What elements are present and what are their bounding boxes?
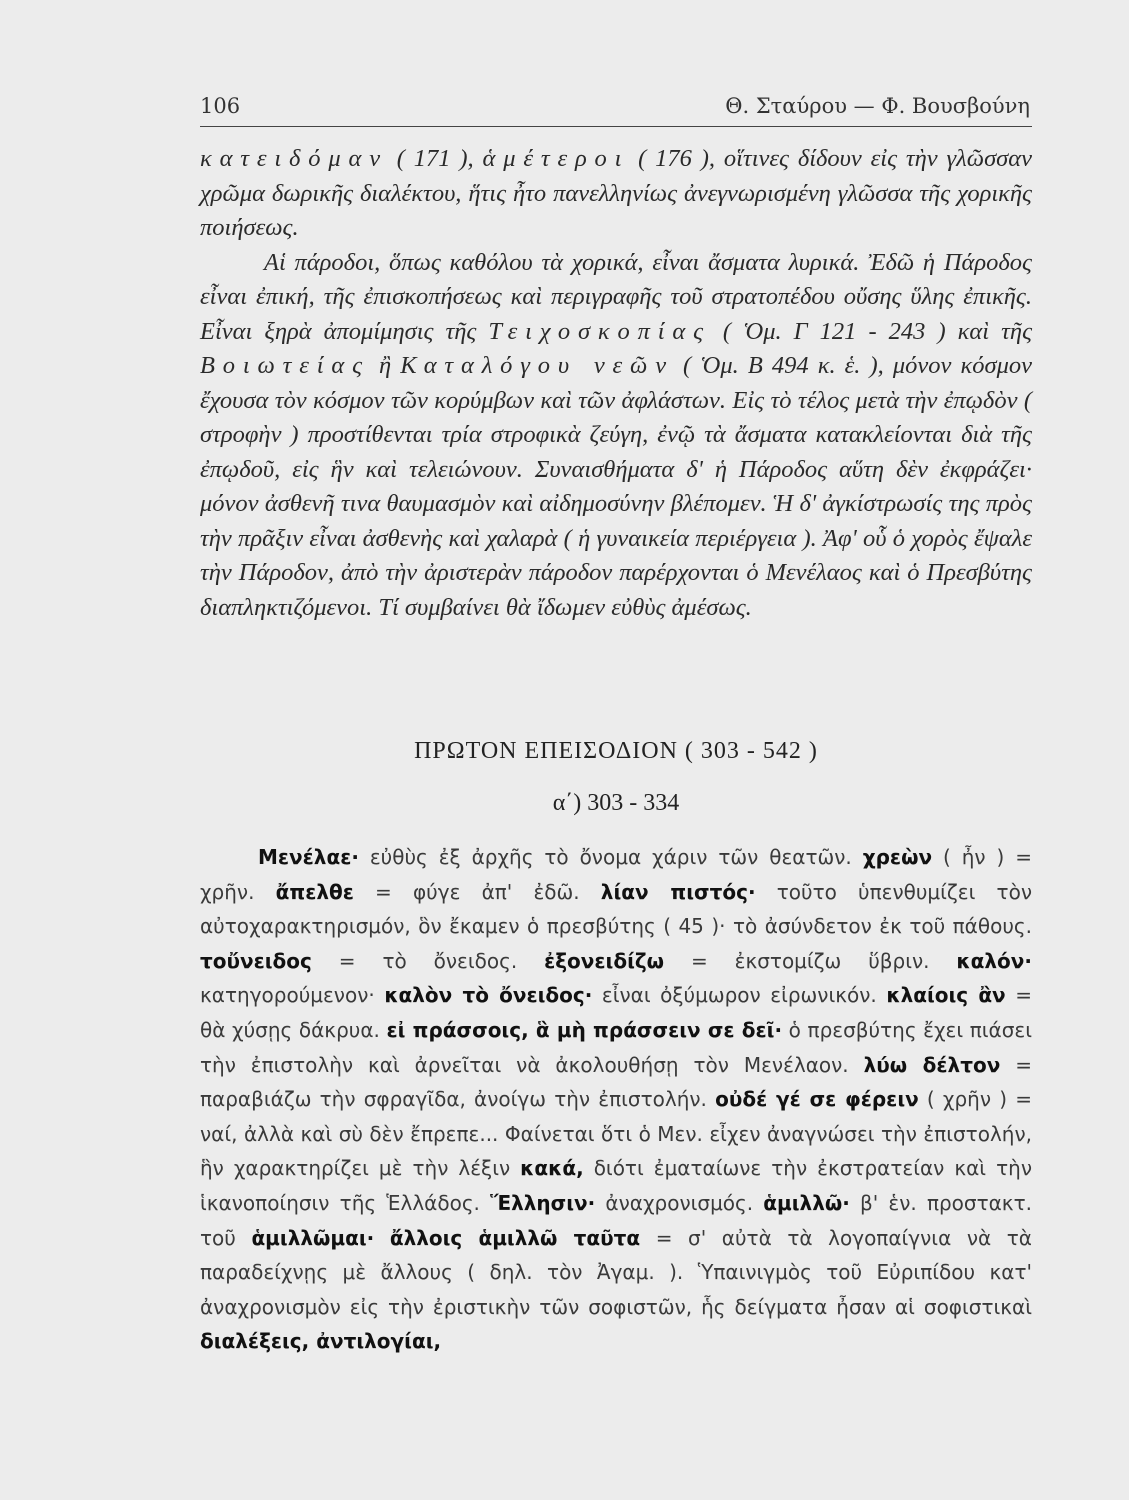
lemma: λύω δέλτον: [863, 1052, 1001, 1077]
gloss: τοῦτο ὑπενθυμίζει τὸν αὐτοχαρακτηρισμόν, ὃν ἔκαμεν ὁ πρεσβύτης ( 45 )· τὸ ἀσύνδετον ἐκ τοῦ πάθους.: [200, 879, 1033, 939]
intro-text: [200, 142, 1032, 625]
lemma: καλὸν τὸ ὄνειδος·: [384, 983, 593, 1008]
lemma: Μενέλαε·: [258, 845, 359, 869]
intro-paragraph-2: [200, 246, 1032, 626]
gloss: ἀναχρονισμός.: [595, 1190, 764, 1215]
gloss: ( ἦν ) = χρῆν.: [200, 845, 1032, 904]
page-number: 106: [200, 94, 241, 118]
gloss: κατηγορούμενον·: [200, 983, 385, 1008]
lemma: Ἕλλησιν·: [490, 1190, 596, 1215]
text-run: ( Ὁμ. Β 494 κ. ἑ. ), μόνον κόσμον ἔχουσα τὸν κόσμον τῶν κορύμβων καὶ τῶν ἀφλάστων. Εἰς τὸ τέλος μετὰ τὴν ἐπῳδὸν ( στροφὴν ) προστίθενται τρία στροφικὰ ζεύγη, ἐνῷ τὰ ἄσματα κατακλείονται διὰ τῆς ἐπῳδοῦ, εἰς ἣν καὶ τελειώνουν. Συναισθήματα δ' ἡ Πάροδος αὕτη δὲν ἐκφράζει· μόνον ἀσθενῆ τινα θαυμασμὸν καὶ αἰδημοσύνην βλέπομεν. Ἡ δ' ἀγκίστρωσίς της πρὸς τὴν πρᾶξιν εἶναι ἀσθενὴς καὶ χαλαρὰ ( ἡ γυναικεία περιέργεια ). Ἀφ' οὗ ὁ χορὸς ἔψαλε τὴν Πάροδον, ἀπὸ τὴν ἀριστερὰν πάροδον παρέρχονται ὁ Μενέλαος καὶ ὁ Πρεσβύτης διαπληκτιζόμενοι. Τί συμβαίνει θὰ ἴδωμεν εὐθὺς ἀμέσως.: [200, 352, 1033, 621]
gloss: = φύγε ἀπ' ἐδῶ.: [353, 879, 601, 904]
text-run: ἢ: [369, 352, 401, 379]
gloss: = τὸ ὄνειδος.: [311, 948, 545, 973]
lemma: οὐδέ γέ σε φέρειν: [715, 1087, 919, 1112]
lemma: ἁμιλλῶ·: [763, 1190, 850, 1215]
page-header: [200, 90, 1032, 127]
text-run: Αἱ πάροδοι, ὅπως καθόλου τὰ χορικά, εἶναι ἄσματα λυρικά. Ἐδῶ ἡ Πάροδος εἶναι ἐπική, τῆς ἐπισκοπήσεως καὶ περιγραφῆς τοῦ στρατοπέδου οὔσης ὕλης ἐπικῆς. Εἶναι ξηρὰ ἀπομίμησις τῆς: [200, 248, 1032, 345]
lemma: εἰ πράσσοις, ἃ μὴ πράσσειν σε δεῖ·: [386, 1017, 783, 1042]
commentary-text: [200, 840, 1032, 1359]
lemma: κακά,: [520, 1156, 584, 1181]
lemma: ἄπελθε: [275, 879, 354, 904]
gloss: β' ἑν. προστακτ. τοῦ: [200, 1190, 1032, 1250]
gloss: ( χρῆν ) = ναί, ἀλλὰ καὶ σὺ δὲν ἔπρεπε... Φαίνεται ὅτι ὁ Μεν. εἶχεν ἀναγνώσει τὴν ἐπιστολήν, ἣν χαρακτηρίζει μὲ τὴν λέξιν: [200, 1087, 1032, 1181]
spaced-word: Καταλόγου νεῶν: [400, 352, 674, 379]
lemma: κλαίοις ἂν: [886, 983, 1006, 1008]
spaced-word: ἁμέτεροι: [482, 145, 630, 172]
lemma: λίαν πιστός·: [600, 879, 756, 904]
running-title: Θ. Σταύρου — Φ. Βουσβούνη: [725, 94, 1030, 118]
text-run: ( 176 ), οἵτινες δίδουν εἰς τὴν γλῶσσαν χρῶμα δωρικῆς διαλέκτου, ἥτις ἦτο πανελληνίως ἀνεγνωρισμένη γλῶσσα τῆς χορικῆς ποιήσεως.: [200, 145, 1032, 241]
section-subheading: α΄) 303 - 334: [552, 790, 680, 816]
lemma: τοὔνειδος: [200, 948, 312, 973]
gloss: = παραβιάζω τὴν σφραγῖδα, ἀνοίγω τὴν ἐπιστολήν.: [200, 1052, 1033, 1112]
gloss: εὐθὺς ἐξ ἀρχῆς τὸ ὄνομα χάριν τῶν θεατῶν.: [358, 845, 863, 869]
intro-paragraph-1: [200, 142, 1032, 246]
gloss: = σ' αὐτὰ τὰ λογοπαίγνια νὰ τὰ παραδείχνῃς μὲ ἄλλους ( δηλ. τὸν Ἀγαμ. ). Ὑπαινιγμὸς τοῦ Εὐριπίδου κατ' ἀναχρονισμὸν εἰς τὴν ἐριστικὴν τῶν σοφιστῶν, ἧς δείγματα ἦσαν αἱ σοφιστικαὶ: [200, 1225, 1032, 1319]
spaced-word: Βοιωτείας: [200, 352, 370, 379]
text-run: ( 171 ),: [387, 145, 483, 172]
lemma: ἁμιλλῶμαι·: [251, 1225, 375, 1250]
gloss: = θὰ χύσῃς δάκρυα.: [200, 983, 1033, 1042]
section-heading: ΠΡΩΤΟΝ ΕΠΕΙΣΟΔΙΟΝ ( 303 - 542 ): [414, 738, 818, 764]
gloss: = ἐκστομίζω ὕβριν.: [664, 948, 957, 973]
spaced-word: Τειχοσκοπίας: [488, 317, 711, 345]
lemma: καλόν·: [956, 948, 1032, 973]
gloss: διότι ἐματαίωνε τὴν ἐκστρατείαν καὶ τὴν ἱκανοποίησιν τῆς Ἑλλάδος.: [200, 1156, 1032, 1215]
lemma: χρεὼν: [862, 845, 933, 869]
text-run: ( Ὁμ. Γ 121 - 243 ) καὶ τῆς: [710, 317, 1033, 345]
lemma: ἄλλοις ἁμιλλῶ ταῦτα: [389, 1225, 641, 1250]
lemma: διαλέξεις, ἀντιλογίαι,: [200, 1329, 442, 1354]
gloss: ὁ πρεσβύτης ἔχει πιάσει τὴν ἐπιστολὴν καὶ ἀρνεῖται νὰ ἀκολουθήσῃ τὸν Μενέλαον.: [200, 1017, 1032, 1077]
lemma: ἐξονειδίζω: [544, 948, 665, 973]
gloss: εἶναι ὀξύμωρον εἰρωνικόν.: [592, 983, 887, 1008]
spaced-word: κατειδόμαν: [200, 145, 388, 172]
gloss: [374, 1226, 390, 1250]
commentary-paragraph: [200, 840, 1032, 1359]
